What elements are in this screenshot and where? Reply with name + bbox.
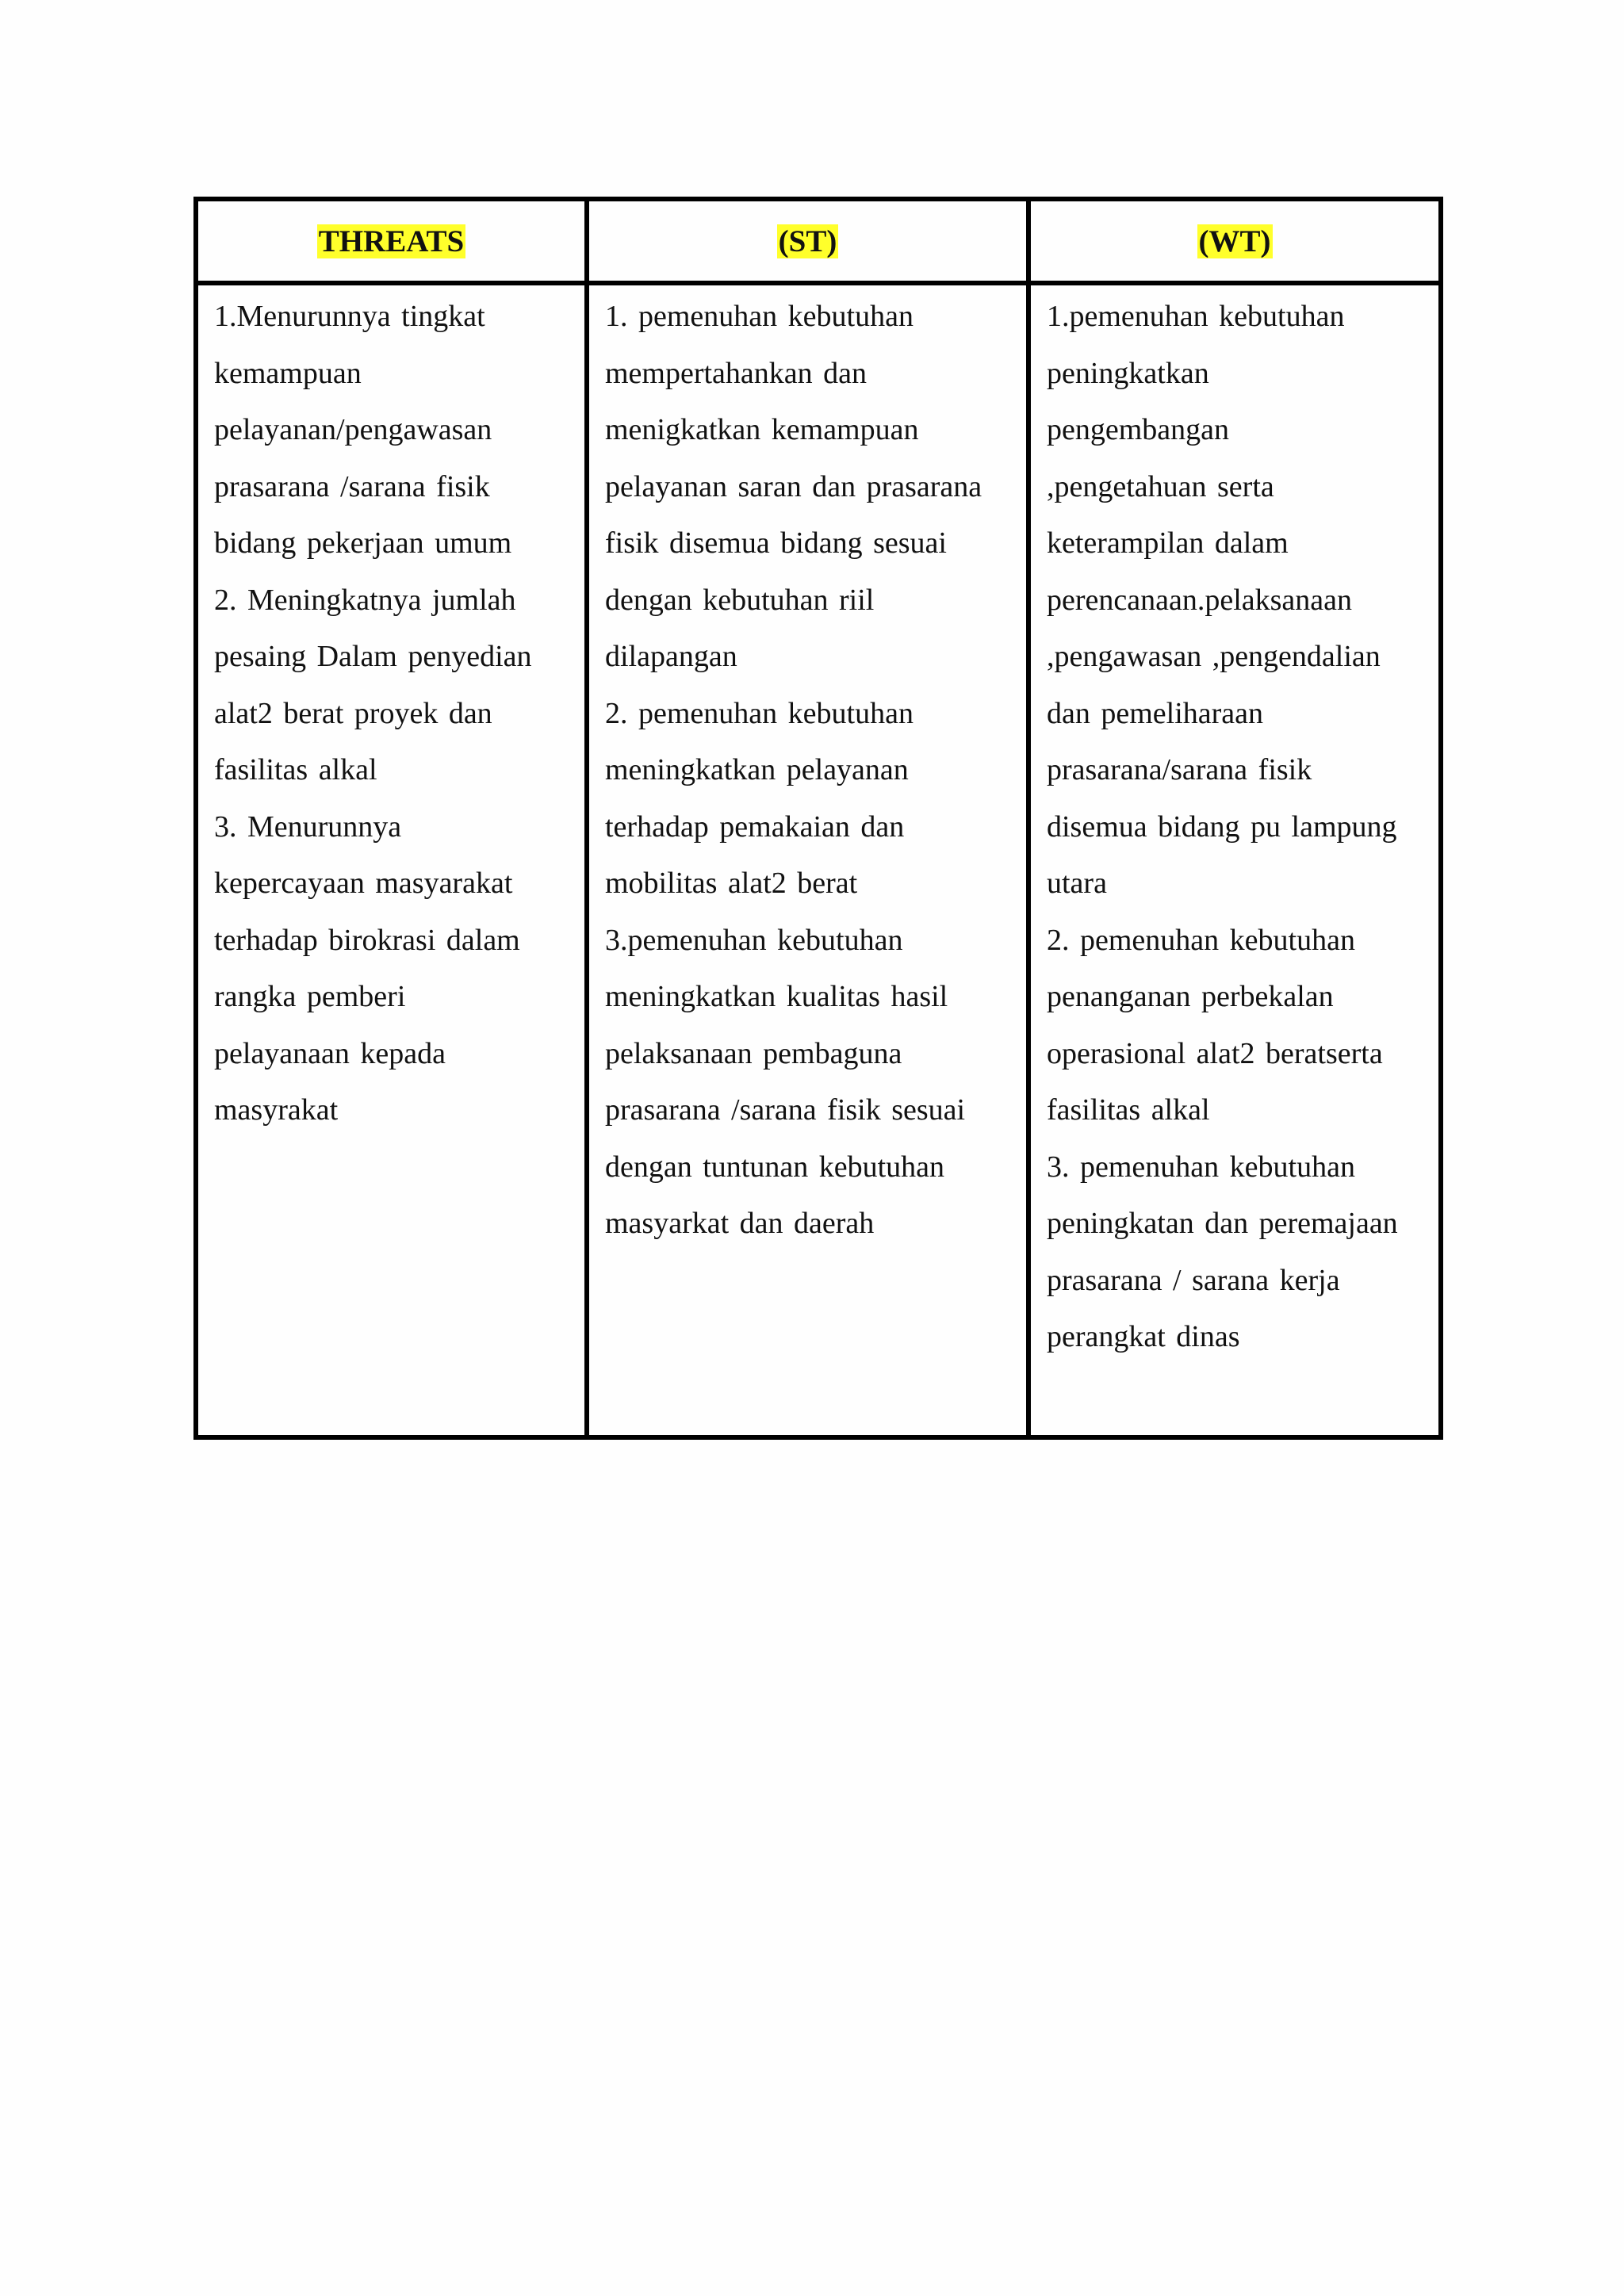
wt-line: prasarana/sarana fisik [1047,753,1312,786]
st-line: dengan kebutuhan riil [605,583,875,617]
header-wt-label: (WT) [1198,224,1271,258]
threats-line: bidang pekerjaan umum [214,526,512,560]
threats-line: kepercayaan masyarakat [214,867,513,900]
wt-line: utara [1047,867,1107,900]
header-st-label: (ST) [778,224,837,258]
threats-line: terhadap birokrasi dalam [214,923,520,957]
wt-line: perencanaan.pelaksanaan [1047,583,1353,617]
wt-line: 1.pemenuhan kebutuhan [1047,300,1345,333]
st-line: 1. pemenuhan kebutuhan [605,300,914,333]
st-line: mempertahankan dan [605,356,868,390]
st-line: terhadap pemakaian dan [605,809,905,844]
wt-line: perangkat dinas [1047,1320,1240,1353]
threats-line: pesaing Dalam penyedian [214,640,532,673]
st-line: menigkatkan kemampuan [605,413,919,446]
wt-line: peningkatkan [1047,356,1209,390]
threats-line: fasilitas alkal [214,753,377,786]
threats-line: rangka pemberi [214,980,406,1013]
threats-line: kemampuan [214,356,362,390]
header-threats-label: THREATS [318,224,465,258]
st-line: pelayanan saran dan prasarana [605,469,982,503]
wt-line: prasarana / sarana kerja [1047,1263,1340,1297]
st-line: 2. pemenuhan kebutuhan [605,696,914,730]
wt-line: operasional alat2 beratserta [1047,1036,1383,1070]
st-line: 3.pemenuhan kebutuhan [605,923,903,957]
st-line: pelaksanaan pembaguna [605,1036,902,1070]
st-line: dilapangan [605,640,737,673]
wt-line: penanganan perbekalan [1047,980,1334,1013]
threats-line: alat2 berat proyek dan [214,696,492,730]
table-body-row [196,283,1441,1437]
threats-cell [196,283,587,1437]
wt-line: ,pengetahuan serta [1047,469,1274,503]
st-strategy-cell [587,283,1028,1437]
wt-line: dan pemeliharaan [1047,696,1264,730]
st-line: dengan tuntunan kebutuhan [605,1150,945,1184]
table-header-row [196,199,1441,283]
st-line: mobilitas alat2 berat [605,867,858,900]
header-threats [196,199,587,283]
threats-line: 1.Menurunnya tingkat [214,300,485,333]
st-line: masyarkat dan daerah [605,1207,875,1240]
wt-line: fasilitas alkal [1047,1093,1210,1127]
swot-strategy-table [193,197,1443,1440]
wt-line: disemua bidang pu lampung [1047,809,1397,844]
st-line: meningkatkan kualitas hasil [605,980,948,1013]
header-st [587,199,1028,283]
wt-line: keterampilan dalam [1047,526,1289,560]
threats-line: masyrakat [214,1093,339,1127]
threats-line: prasarana /sarana fisik [214,469,490,503]
wt-strategy-cell [1028,283,1441,1437]
threats-line: pelayanan/pengawasan [214,413,492,446]
threats-line: pelayanaan kepada [214,1036,446,1070]
st-line: meningkatkan pelayanan [605,753,909,786]
wt-line: 2. pemenuhan kebutuhan [1047,923,1355,957]
st-line: prasarana /sarana fisik sesuai [605,1093,966,1127]
threats-line: 3. Menurunnya [214,809,402,844]
wt-line: pengembangan [1047,413,1230,446]
header-wt [1028,199,1441,283]
st-line: fisik disemua bidang sesuai [605,526,947,560]
wt-line: ,pengawasan ,pengendalian [1047,640,1381,673]
threats-line: 2. Meningkatnya jumlah [214,583,516,617]
wt-line: peningkatan dan peremajaan [1047,1207,1398,1240]
wt-line: 3. pemenuhan kebutuhan [1047,1150,1355,1184]
